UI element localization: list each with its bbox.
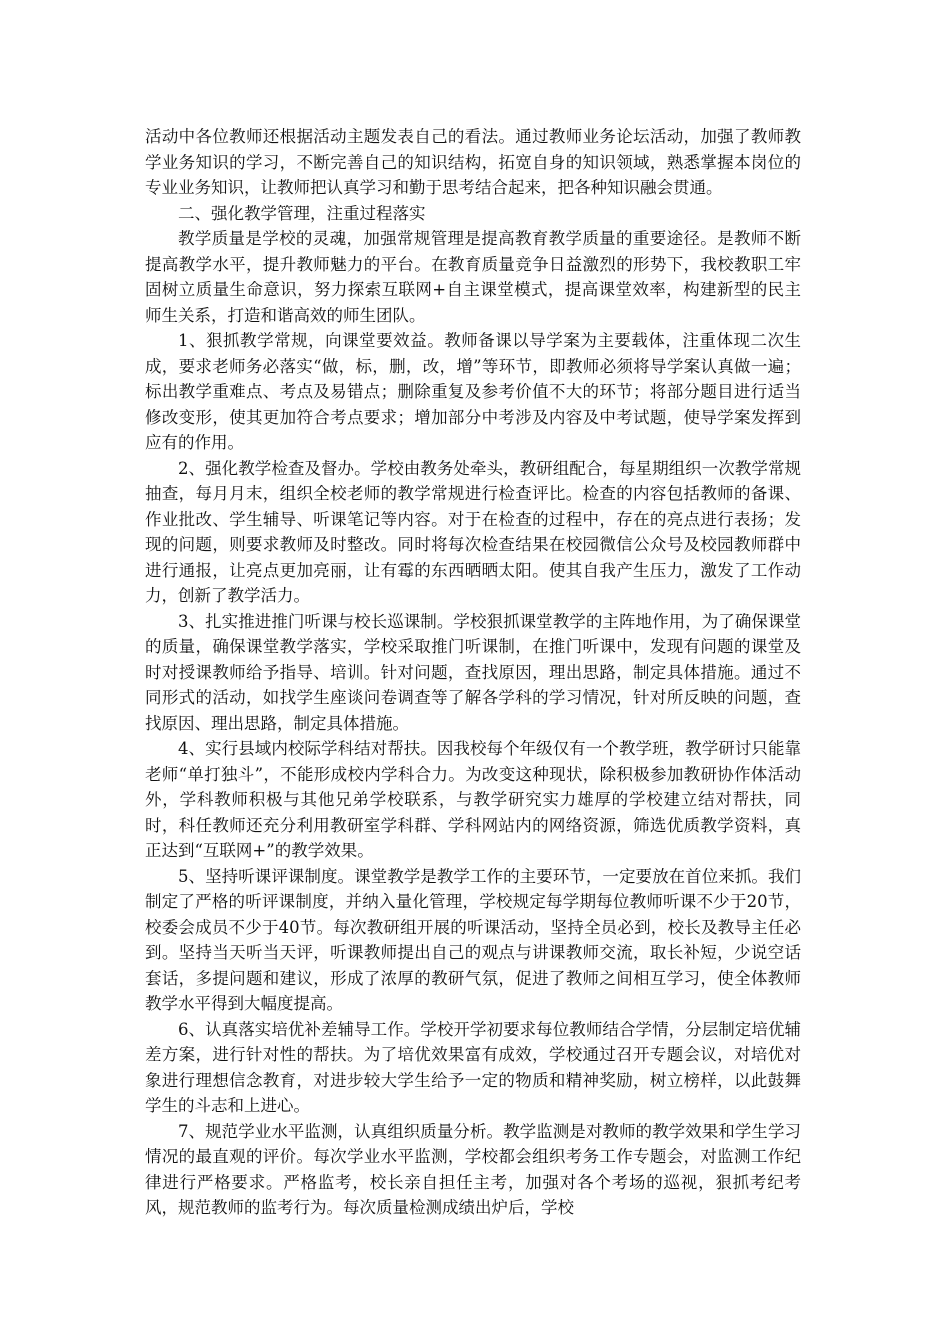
paragraph-item-6: 6、认真落实培优补差辅导工作。学校开学初要求每位教师结合学情，分层制定培优辅差方案，进行针对性的帮扶。为了培优效果富有成效，学校通过召开专题会议，对培优对象进行理想信念教育，对进步较大学生给予一定的物质和精神奖励，树立榜样，以此鼓舞学生的斗志和上进心。 xyxy=(145,1019,801,1115)
paragraph-item-3: 3、扎实推进推门听课与校长巡课制。学校狠抓课堂教学的主阵地作用，为了确保课堂的质量，确保课堂教学落实，学校采取推门听课制，在推门听课中，发现有问题的课堂及时对授课教师给予指导、培训。针对问题，查找原因，理出思路，制定具体措施。通过不同形式的活动，如找学生座谈问卷调查等了解各学科的学习情况，针对所反映的问题，查找原因、理出思路，制定具体措施。 xyxy=(145,611,801,733)
section-heading-teaching-management: 二、强化教学管理，注重过程落实 xyxy=(178,203,426,223)
paragraph-item-4: 4、实行县域内校际学科结对帮扶。因我校每个年级仅有一个教学班，教学研讨只能靠老师“单打独斗”，不能形成校内学科合力。为改变这种现状，除积极参加教研协作体活动外，学科教师积极与其他兄弟学校联系，与教学研究实力雄厚的学校建立结对帮扶，同时，科任教师还充分利用教研室学科群、学科网站内的网络资源，筛选优质教学资料，真正达到“互联网+”的教学效果。 xyxy=(145,739,801,860)
paragraph-item-5: 5、坚持听课评课制度。课堂教学是教学工作的主要环节，一定要放在首位来抓。我们制定了严格的听评课制度，并纳入量化管理，学校规定每学期每位教师听课不少于20节，校委会成员不少于40节。每次教研组开展的听课活动，坚持全员必到，校长及教导主任必到。坚持当天听当天评，听课教师提出自己的观点与讲课教师交流，取长补短，少说空话套话，多提问题和建议，形成了浓厚的教研气氛，促进了教师之间相互学习，使全体教师教学水平得到大幅度提高。 xyxy=(145,866,801,1013)
paragraph-teaching-quality: 教学质量是学校的灵魂，加强常规管理是提高教育教学质量的重要途径。是教师不断提高教学水平，提升教师魅力的平台。在教育质量竞争日益激烈的形势下，我校教职工牢固树立质量生命意识，努力探索互联网+自主课堂模式，提高课堂效率，构建新型的民主师生关系，打造和谐高效的师生团队。 xyxy=(145,229,801,325)
document-body xyxy=(145,124,801,1221)
paragraph-forum-continuation: 活动中各位教师还根据活动主题发表自己的看法。通过教师业务论坛活动，加强了教师教学业务知识的学习，不断完善自己的知识结构，拓宽自身的知识领域，熟悉掌握本岗位的专业业务知识，让教师把认真学习和勤于思考结合起来，把各种知识融会贯通。 xyxy=(145,127,801,197)
paragraph-item-2: 2、强化教学检查及督办。学校由教务处牵头，教研组配合，每星期组织一次教学常规抽查，每月月末，组织全校老师的教学常规进行检查评比。检查的内容包括教师的备课、作业批改、学生辅导、听课笔记等内容。对于在检查的过程中，存在的亮点进行表扬；发现的问题，则要求教师及时整改。同时将每次检查结果在校园微信公众号及校园教师群中进行通报，让亮点更加亮丽，让有霉的东西晒晒太阳。使其自我产生压力，激发了工作动力，创新了教学活力。 xyxy=(145,458,801,605)
paragraph-item-1: 1、狠抓教学常规，向课堂要效益。教师备课以导学案为主要载体，注重体现二次生成，要求老师务必落实“做，标，删，改，增”等环节，即教师必须将导学案认真做一遍；标出教学重难点、考点及易错点；删除重复及参考价值不大的环节；将部分题目进行适当修改变形，使其更加符合考点要求；增加部分中考涉及内容及中考试题，使导学案发挥到应有的作用。 xyxy=(145,331,801,452)
paragraph-item-7: 7、规范学业水平监测，认真组织质量分析。教学监测是对教师的教学效果和学生学习情况的最直观的评价。每次学业水平监测，学校都会组织考务工作专题会，对监测工作纪律进行严格要求。严格监考，校长亲自担任主考，加强对各个考场的巡视，狠抓考纪考风，规范教师的监考行为。每次质量检测成绩出炉后，学校 xyxy=(145,1121,801,1217)
